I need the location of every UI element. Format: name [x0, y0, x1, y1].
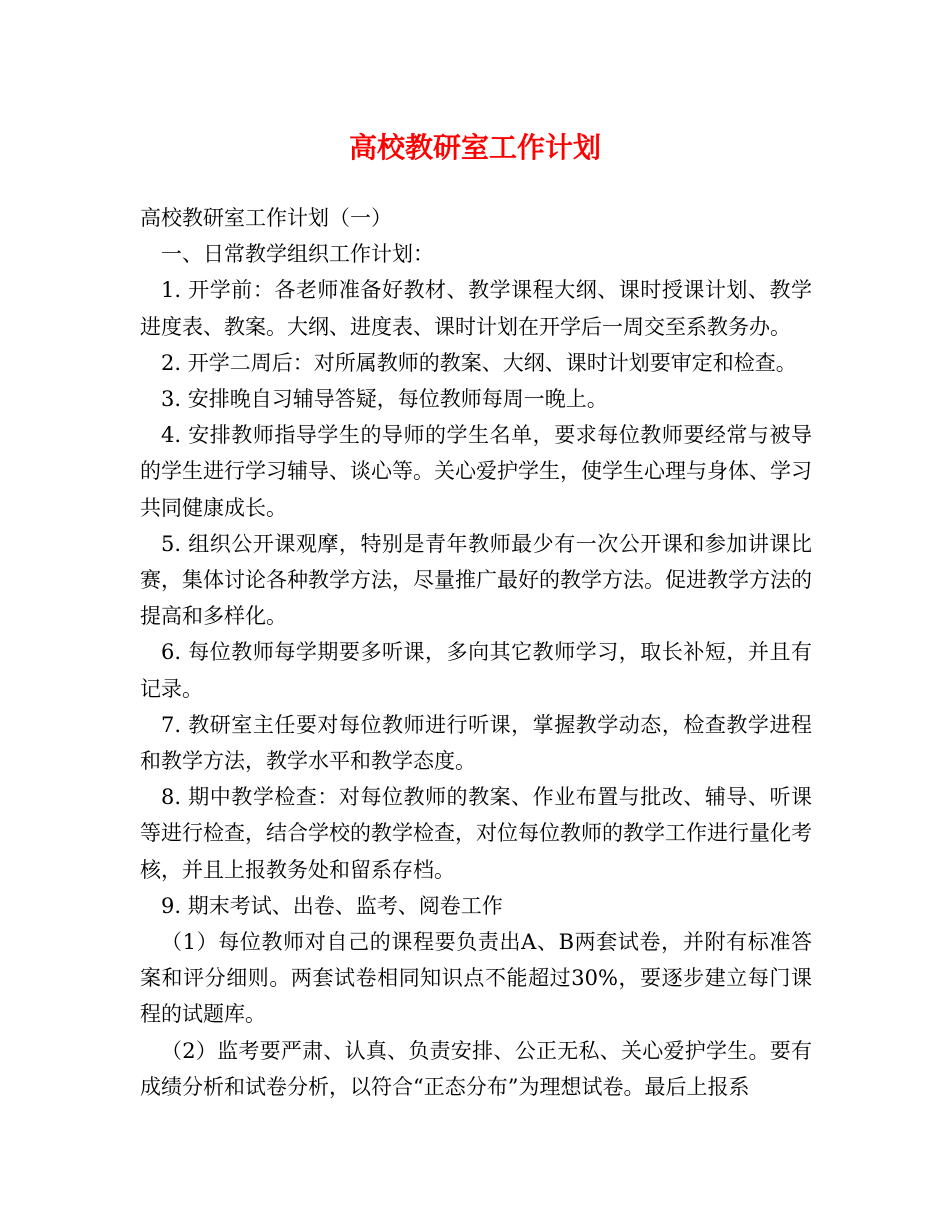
list-item: 4. 安排教师指导学生的导师的学生名单，要求每位教师要经常与被导的学生进行学习辅导、谈心等。关心爱护学生，使学生心理与身体、学习共同健康成长。 [140, 423, 812, 520]
section-heading: 一、日常教学组织工作计划： [161, 242, 434, 267]
document-title: 高校教研室工作计划 [348, 131, 601, 164]
subtitle-paragraph: 高校教研室工作计划（一） [140, 206, 392, 230]
list-item: 1. 开学前：各老师准备好教材、教学课程大纲、课时授课计划、教学进度表、教案。大纲、进度表、课时计划在开学后一周交至系教务办。 [140, 278, 812, 339]
list-item: 2. 开学二周后：对所属教师的教案、大纲、课时计划要审定和检查。 [161, 350, 797, 375]
list-item: 9. 期末考试、出卷、监考、阅卷工作 [161, 893, 503, 918]
document-body [140, 200, 812, 1105]
sub-list-item: （2）监考要严肃、认真、负责安排、公正无私、关心爱护学生。要有成绩分析和试卷分析，以符合“正态分布”为理想试卷。最后上报系 [140, 1038, 812, 1099]
list-item: 8. 期中教学检查：对每位教师的教案、作业布置与批改、辅导、听课等进行检查，结合学校的教学检查，对位每位教师的教学工作进行量化考核，并且上报教务处和留系存档。 [140, 785, 812, 882]
list-item: 3. 安排晚自习辅导答疑，每位教师每周一晚上。 [161, 387, 608, 412]
list-item: 7. 教研室主任要对每位教师进行听课，掌握教学动态，检查教学进程和教学方法，教学水平和教学态度。 [140, 712, 812, 774]
list-item: 5. 组织公开课观摩，特别是青年教师最少有一次公开课和参加讲课比赛，集体讨论各种教学方法，尽量推广最好的教学方法。促进教学方法的提高和多样化。 [140, 531, 812, 629]
list-item: 6. 每位教师每学期要多听课，多向其它教师学习，取长补短，并且有记录。 [140, 640, 812, 701]
sub-list-item: （1）每位教师对自己的课程要负责出A、B两套试卷，并附有标准答案和评分细则。两套试卷相同知识点不能超过30%，要逐步建立每门课程的试题库。 [140, 930, 812, 1027]
